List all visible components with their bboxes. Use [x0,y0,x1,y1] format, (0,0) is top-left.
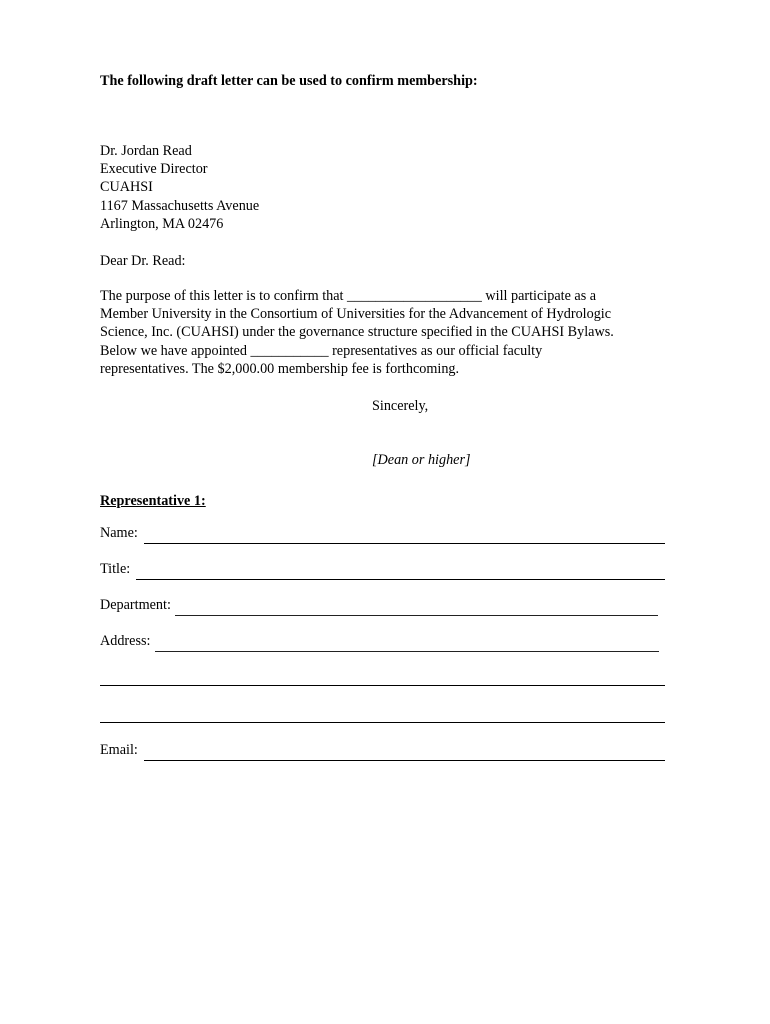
body-line-1-post: will participate as a [481,288,597,304]
body-line-4 [100,342,614,360]
address-field[interactable] [100,632,659,652]
recipient-city: Arlington, MA 02476 [100,215,224,232]
email-field[interactable] [100,741,665,761]
recipient-street: 1167 Massachusetts Avenue [100,197,260,214]
title-field[interactable] [100,560,665,580]
address-input-line-3[interactable] [100,722,665,723]
recipient-name: Dr. Jordan Read [100,143,192,159]
email-input-line[interactable] [144,760,665,761]
body-line-2: Member University in the Consortium of Universities for the Advancement of Hydrologic [100,306,612,323]
address-label: Address: [100,633,151,649]
title-input-line[interactable] [136,579,665,580]
signer-placeholder: [Dean or higher] [372,452,471,468]
recipient-org: CUAHSI [100,179,153,196]
email-label: Email: [100,742,138,758]
representative-heading: Representative 1: [100,493,206,509]
letter-body [100,287,614,378]
body-line-1 [100,287,614,305]
department-label: Department: [100,597,171,613]
closing: Sincerely, [372,398,429,414]
address-input-line[interactable] [155,651,659,652]
body-line-3: Science, Inc. (CUAHSI) under the governance structure specified in the CUAHSI Bylaws. [100,324,614,341]
name-input-line[interactable] [144,543,665,544]
body-line-4-pre: Below we have appointed [100,342,251,359]
university-name-blank[interactable]: ___________________ [347,288,482,304]
name-field[interactable] [100,524,665,544]
department-field[interactable] [100,596,658,616]
address-input-line-2[interactable] [100,685,665,686]
representative-count-blank[interactable]: ___________ [250,342,329,359]
body-line-4-post: representatives as our official faculty [328,342,543,359]
body-line-5: representatives. The $2,000.00 membership fee is forthcoming. [100,360,460,377]
recipient-address-block [100,142,259,233]
salutation: Dear Dr. Read: [100,253,186,269]
title-label: Title: [100,561,131,577]
page-heading: The following draft letter can be used to confirm membership: [100,73,478,89]
department-input-line[interactable] [175,615,658,616]
recipient-title: Executive Director [100,161,208,178]
name-label: Name: [100,525,138,541]
body-line-1-pre: The purpose of this letter is to confirm that [100,288,348,304]
